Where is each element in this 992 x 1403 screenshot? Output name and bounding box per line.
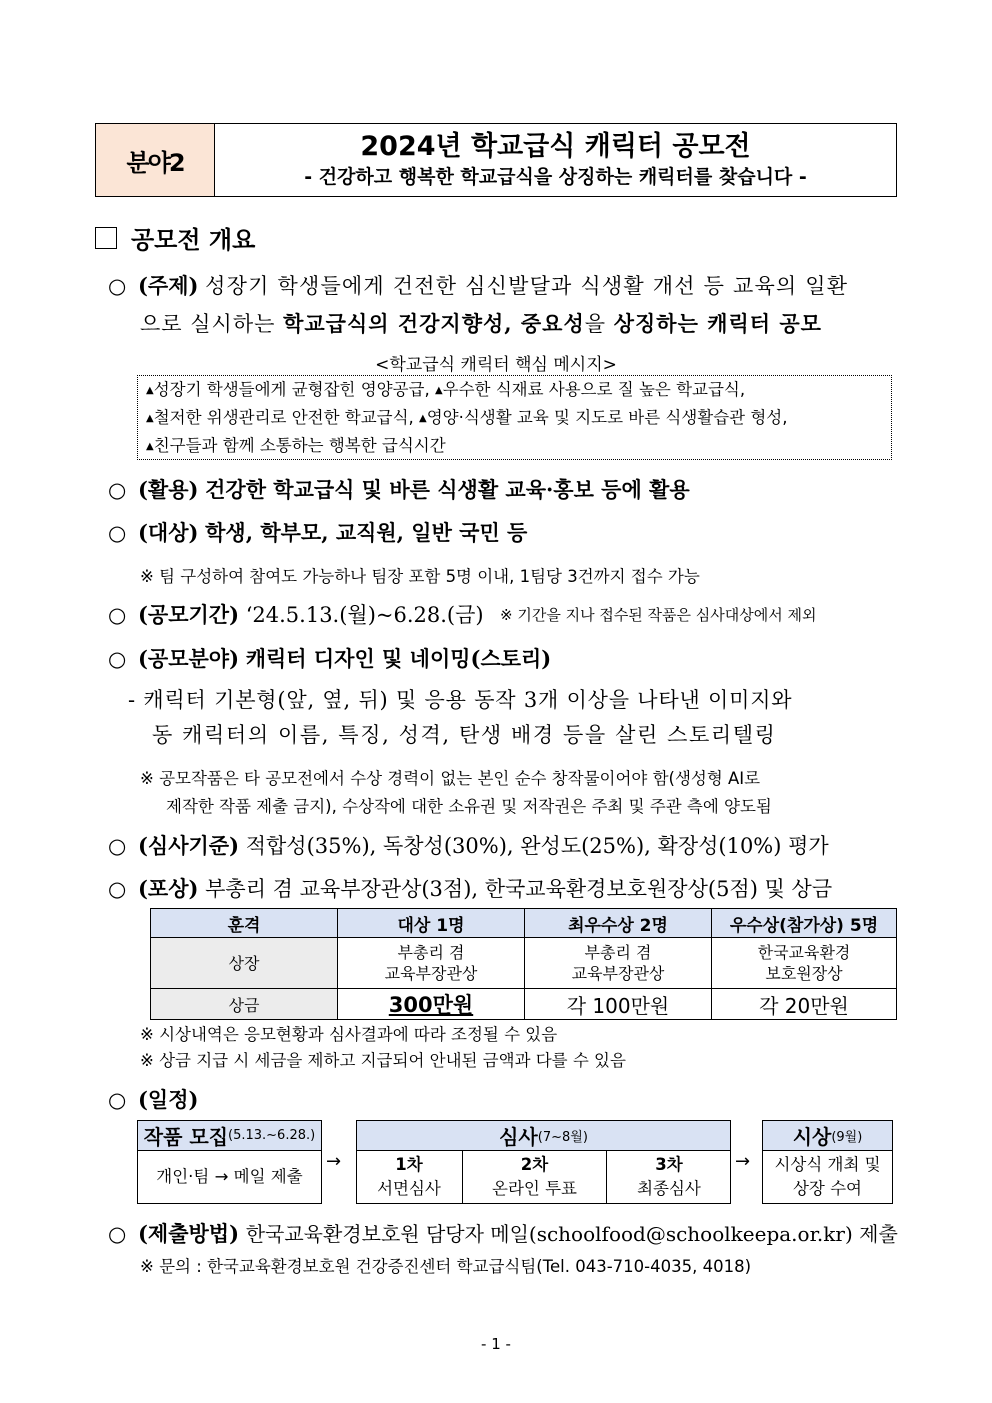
step-name: 최종심사 xyxy=(637,1179,701,1198)
section-tag: 분야2 xyxy=(96,124,215,196)
schedule-review-header xyxy=(356,1120,731,1151)
usage-line xyxy=(108,474,690,504)
prize-table xyxy=(150,908,897,1020)
cell-line: 보호원장상 xyxy=(765,964,843,983)
bullet-circle-icon: ○ xyxy=(108,1222,127,1246)
table-row-label: 상금 xyxy=(151,989,338,1020)
grand-prize-amount: 300만원 xyxy=(388,993,474,1017)
award-note-1: ※ 시상내역은 응모현황과 심사결과에 따라 조정될 수 있음 xyxy=(140,1025,558,1044)
period-label: (공모기간) xyxy=(138,602,240,627)
table-cell xyxy=(338,989,525,1020)
field-note-2: 제작한 작품 제출 금지), 수상작에 대한 소유권 및 저작권은 주최 및 주관 측에 양도됨 xyxy=(166,797,772,816)
cell-line: 부총리 겸 xyxy=(397,943,465,962)
theme-text-2c: 을 xyxy=(584,312,607,336)
target-text: 학생, 학부모, 교직원, 일반 국민 등 xyxy=(205,520,528,545)
section-heading xyxy=(95,220,255,255)
cell-line: 한국교육환경 xyxy=(757,943,851,962)
period-text: ‘24.5.13.(월)~6.28.(금) xyxy=(245,603,484,627)
criteria-label: (심사기준) xyxy=(138,833,240,858)
table-row-label: 상장 xyxy=(151,938,338,989)
triangle-icon: ▲ xyxy=(419,413,427,424)
review-title: 심사 xyxy=(499,1125,538,1149)
cell-line: 교육부장관상 xyxy=(384,964,478,983)
award-line xyxy=(108,873,832,903)
criteria-line xyxy=(108,830,829,860)
prize-table-header xyxy=(151,909,897,938)
ceremony-date: (9월) xyxy=(831,1130,863,1145)
header-box xyxy=(95,123,897,197)
triangle-icon: ▲ xyxy=(146,441,154,452)
schedule-label: (일정) xyxy=(138,1087,199,1112)
checkbox-square-icon xyxy=(95,227,117,249)
usage-text: 건강한 학교급식 및 바른 식생활 교육·홍보 등에 활용 xyxy=(205,477,690,502)
schedule-line xyxy=(108,1084,198,1114)
step-number: 1차 xyxy=(395,1155,423,1174)
field-text: 캐릭터 디자인 및 네이밍(스토리) xyxy=(245,646,552,671)
bullet-circle-icon: ○ xyxy=(108,647,127,671)
table-header-cell: 최우수상 2명 xyxy=(525,909,712,938)
usage-label: (활용) xyxy=(138,477,199,502)
core-message-item: 철저한 위생관리로 안전한 학교급식, xyxy=(153,408,414,427)
target-label: (대상) xyxy=(138,520,199,545)
ceremony-body-text xyxy=(762,1150,893,1204)
bullet-circle-icon: ○ xyxy=(108,603,127,627)
theme-line-1 xyxy=(108,270,848,300)
arrow-right-icon: → xyxy=(735,1151,751,1172)
dash-marker: - xyxy=(128,688,136,712)
step-number: 2차 xyxy=(520,1155,549,1174)
collect-title: 작품 모집 xyxy=(143,1125,229,1149)
core-message-item: 친구들과 함께 소통하는 행복한 급식시간 xyxy=(153,436,446,455)
core-message-line-3 xyxy=(146,432,883,460)
criteria-text: 적합성(35%), 독창성(30%), 완성도(25%), 확장성(10%) 평가 xyxy=(245,834,829,858)
collect-body-text: 개인·팀 → 메일 제출 xyxy=(156,1167,303,1186)
table-cell xyxy=(712,938,897,989)
period-note: ※ 기간을 지나 접수된 작품은 심사대상에서 제외 xyxy=(500,606,817,624)
theme-text-2d: 상징하는 캐릭터 공모 xyxy=(613,311,822,336)
submit-text: 한국교육환경보호원 담당자 메일(schoolfood@schoolkeepa.or.kr) 제출 xyxy=(245,1222,898,1246)
page-title: 2024년 학교급식 캐릭터 공모전 xyxy=(360,131,751,162)
step-name: 온라인 투표 xyxy=(492,1179,577,1198)
review-date: (7~8월) xyxy=(537,1130,588,1145)
review-step xyxy=(462,1150,607,1204)
core-message-box xyxy=(137,375,892,460)
bullet-circle-icon: ○ xyxy=(108,478,127,502)
bullet-circle-icon: ○ xyxy=(108,834,127,858)
table-cell xyxy=(525,938,712,989)
field-desc-2: 동 캐릭터의 이름, 특징, 성격, 탄생 배경 등을 살린 스토리텔링 xyxy=(152,723,777,747)
cell-line: 교육부장관상 xyxy=(571,964,665,983)
page-number: - 1 - xyxy=(481,1335,511,1353)
bullet-circle-icon: ○ xyxy=(108,1088,127,1112)
table-row-money xyxy=(151,989,897,1020)
table-header-cell: 우수상(참가상) 5명 xyxy=(712,909,897,938)
core-message-item: 우수한 식재료 사용으로 질 높은 학교급식, xyxy=(442,380,746,399)
field-desc-1-text: 캐릭터 기본형(앞, 옆, 뒤) 및 응용 동작 3개 이상을 나타낸 이미지와 xyxy=(143,688,793,712)
table-cell: 각 100만원 xyxy=(525,989,712,1020)
theme-label: (주제) xyxy=(138,273,199,298)
arrow-right-icon: → xyxy=(326,1151,342,1172)
field-line xyxy=(108,643,551,673)
review-step xyxy=(356,1150,462,1204)
page-subtitle: - 건강하고 행복한 학교급식을 상징하는 캐릭터를 찾습니다 - xyxy=(304,166,807,188)
schedule-ceremony-header xyxy=(762,1120,893,1151)
schedule-collect-header xyxy=(137,1120,322,1151)
step-number: 3차 xyxy=(655,1155,683,1174)
core-message-item: 영양·식생활 교육 및 지도로 바른 식생활습관 형성, xyxy=(426,408,788,427)
bullet-circle-icon: ○ xyxy=(108,274,127,298)
table-row-certificate xyxy=(151,938,897,989)
award-note-2: ※ 상금 지급 시 세금을 제하고 지급되어 안내된 금액과 다를 수 있음 xyxy=(140,1051,626,1070)
triangle-icon: ▲ xyxy=(146,385,154,396)
field-desc-1 xyxy=(128,684,792,714)
target-note: ※ 팀 구성하여 참여도 가능하나 팀장 포함 5명 이내, 1팀당 3건까지 접수 가능 xyxy=(140,567,700,586)
ceremony-line: 상장 수여 xyxy=(792,1179,862,1198)
submit-note: ※ 문의 : 한국교육환경보호원 건강증진센터 학교급식팀(Tel. 043-710-4035, 4018) xyxy=(140,1257,752,1276)
cell-line: 부총리 겸 xyxy=(584,943,652,962)
core-message-item: 성장기 학생들에게 균형잡힌 영양공급, xyxy=(153,380,430,399)
ceremony-line: 시상식 개최 및 xyxy=(774,1155,881,1174)
table-cell xyxy=(338,938,525,989)
core-message-line-2 xyxy=(146,404,883,432)
triangle-icon: ▲ xyxy=(434,385,443,396)
table-header-cell: 대상 1명 xyxy=(338,909,525,938)
bullet-circle-icon: ○ xyxy=(108,521,127,545)
submit-line xyxy=(108,1218,898,1248)
core-message-line-1 xyxy=(146,376,883,404)
theme-text-1: 성장기 학생들에게 건전한 심신발달과 식생활 개선 등 교육의 일환 xyxy=(205,274,849,298)
period-line xyxy=(108,599,484,629)
theme-line-2 xyxy=(140,308,822,338)
award-text: 부총리 겸 교육부장관상(3점), 한국교육환경보호원장상(5점) 및 상금 xyxy=(205,877,833,901)
submit-label: (제출방법) xyxy=(138,1221,240,1246)
table-cell: 각 20만원 xyxy=(712,989,897,1020)
award-label: (포상) xyxy=(138,876,199,901)
bullet-circle-icon: ○ xyxy=(108,877,127,901)
ceremony-title: 시상 xyxy=(792,1125,832,1149)
review-step xyxy=(607,1150,731,1204)
section-heading-text: 공모전 개요 xyxy=(131,226,256,254)
triangle-icon: ▲ xyxy=(146,413,154,424)
field-note-1: ※ 공모작품은 타 공모전에서 수상 경력이 없는 본인 순수 창작물이어야 함(생성형 AI로 xyxy=(140,769,761,788)
target-line xyxy=(108,517,527,547)
table-header-cell: 훈격 xyxy=(151,909,338,938)
theme-text-2b: 학교급식의 건강지향성, 중요성 xyxy=(283,311,585,336)
core-message-caption: <학교급식 캐릭터 핵심 메시지> xyxy=(375,355,617,375)
theme-text-2a: 으로 실시하는 xyxy=(140,312,276,336)
header-main xyxy=(215,124,896,196)
field-label: (공모분야) xyxy=(138,646,240,671)
collect-date: (5.13.~6.28.) xyxy=(228,1128,316,1143)
step-name: 서면심사 xyxy=(377,1179,441,1198)
